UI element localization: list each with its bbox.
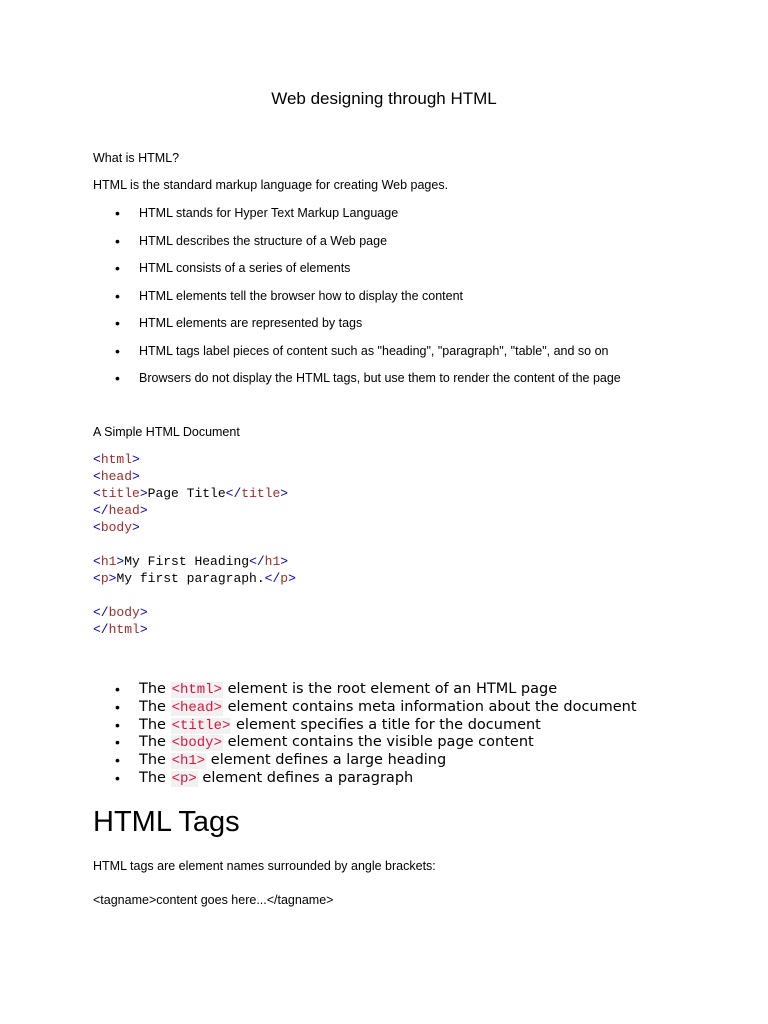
list-item: • HTML elements are represented by tags bbox=[93, 315, 621, 343]
code-line: </body> bbox=[93, 605, 148, 620]
code-line: <title>Page Title</title> bbox=[93, 486, 289, 501]
desc-text: element contains the visible page content bbox=[227, 734, 534, 751]
desc-prefix: The bbox=[139, 681, 166, 697]
code-blank-line bbox=[93, 587, 296, 604]
code-text: My first paragraph. bbox=[116, 571, 265, 586]
element-descriptions-list bbox=[93, 681, 637, 788]
intro-paragraph: HTML is the standard markup language for creating Web pages. bbox=[93, 178, 449, 192]
desc-prefix: The bbox=[139, 769, 166, 786]
list-item: • HTML consists of a series of elements bbox=[93, 260, 621, 288]
inline-code: <body> bbox=[171, 735, 222, 752]
list-item bbox=[93, 734, 637, 752]
code-tag-name: h1 bbox=[264, 554, 281, 569]
code-line: <body> bbox=[93, 520, 140, 535]
desc-text: element specifies a title for the document bbox=[236, 716, 541, 733]
list-item: • Browsers do not display the HTML tags, but use them to render the content of the page bbox=[93, 370, 621, 398]
code-line: </html> bbox=[93, 622, 148, 637]
page-title: Web designing through HTML bbox=[271, 89, 497, 108]
inline-code: <html> bbox=[171, 682, 222, 698]
tags-intro-paragraph: HTML tags are element names surrounded by angle brackets: bbox=[93, 859, 436, 873]
what-is-html-label: What is HTML? bbox=[93, 151, 180, 165]
code-line: <p>My first paragraph.</p> bbox=[93, 571, 296, 586]
code-tag-name: html bbox=[108, 622, 140, 637]
section-heading: HTML Tags bbox=[93, 806, 240, 838]
html-facts-list bbox=[93, 205, 621, 398]
desc-text: element defines a paragraph bbox=[202, 769, 414, 786]
list-item: • HTML tags label pieces of content such as "heading", "paragraph", "table", and so on bbox=[93, 343, 621, 371]
example-heading: A Simple HTML Document bbox=[93, 425, 240, 439]
code-tag-name: html bbox=[100, 452, 133, 467]
code-text: My First Heading bbox=[124, 554, 250, 569]
list-item bbox=[93, 699, 637, 717]
code-tag-name: body bbox=[108, 605, 140, 620]
code-line: </head> bbox=[93, 503, 148, 518]
inline-code: <head> bbox=[171, 699, 222, 716]
desc-text: element defines a large heading bbox=[210, 752, 447, 769]
code-tag-name: p bbox=[100, 571, 109, 586]
list-item bbox=[93, 752, 637, 770]
desc-prefix: The bbox=[139, 698, 166, 715]
list-item bbox=[93, 681, 637, 699]
list-item: • HTML describes the structure of a Web page bbox=[93, 233, 621, 261]
code-line: <head> bbox=[93, 469, 140, 484]
code-tag-name: p bbox=[280, 571, 289, 586]
desc-text: element contains meta information about the document bbox=[227, 698, 637, 715]
inline-code: <p> bbox=[171, 770, 197, 787]
list-item bbox=[93, 770, 637, 788]
code-tag-name: title bbox=[241, 486, 281, 501]
inline-code: <h1> bbox=[171, 753, 206, 770]
code-tag-name: body bbox=[100, 520, 133, 535]
inline-code: <title> bbox=[171, 717, 231, 734]
code-tag-name: head bbox=[100, 469, 133, 484]
code-tag-name: h1 bbox=[100, 554, 117, 569]
code-line: <h1>My First Heading</h1> bbox=[93, 554, 289, 569]
desc-prefix: The bbox=[139, 752, 166, 769]
tags-example: <tagname>content goes here...</tagname> bbox=[93, 893, 334, 907]
desc-text: element is the root element of an HTML page bbox=[227, 681, 558, 697]
desc-prefix: The bbox=[139, 734, 166, 751]
desc-prefix: The bbox=[139, 716, 166, 733]
code-tag-name: head bbox=[108, 503, 140, 518]
code-text: Page Title bbox=[147, 486, 226, 501]
code-example bbox=[93, 451, 296, 638]
list-item bbox=[93, 717, 637, 735]
code-line: <html> bbox=[93, 452, 140, 467]
list-item: • HTML elements tell the browser how to display the content bbox=[93, 288, 621, 316]
code-tag-name: title bbox=[100, 486, 140, 501]
code-blank-line bbox=[93, 536, 296, 553]
list-item: • HTML stands for Hyper Text Markup Language bbox=[93, 205, 621, 233]
